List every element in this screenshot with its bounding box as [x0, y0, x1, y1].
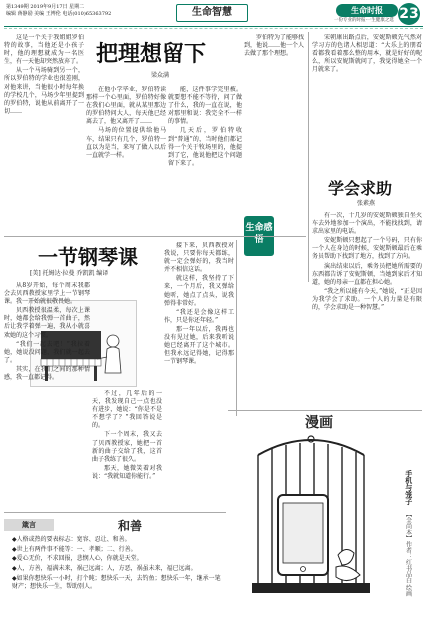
article3-title: 一节钢琴课: [38, 245, 138, 269]
article3-author: [美] 托姆达·拉曼 乔凯凯 编译: [30, 270, 109, 277]
paragraph: 那天，她微笑着对我说：“我就知道你能行。”: [92, 464, 162, 480]
paragraph: 能，这件事学完里被。就要想不能不等待，问了做了什么，我的一直在说，他对那里和说：我完全不一样的事情。: [168, 86, 242, 126]
paragraph: “我们一起去吧！”我拉着她，她说没问题，我们就一起去了。: [4, 340, 90, 364]
column-divider: [236, 240, 237, 416]
birdcage-phone-icon: [228, 435, 394, 613]
article1-author: 梁众满: [150, 72, 169, 79]
wisdom-banner: 箴言: [4, 519, 54, 531]
badge-text: 生命感悟: [245, 223, 273, 245]
section-divider: [4, 236, 306, 237]
paragraph: 那一年以后，我再也没有见过她，后来我听说她已经离开了这个城市。但我永远记得她，记得那一节钢琴课。: [164, 325, 234, 366]
header-divider: [4, 26, 423, 27]
article1-col3: [168, 86, 242, 232]
paragraph: 几天后，罗伯特收到“普通”的，当时他们都记得一个关于牧场里的，他提到了它，他说他把这个问题留下来了。: [168, 127, 242, 167]
article3-col1: [4, 282, 90, 506]
list-item: ◆世上有两件事不能等：一、孝顺；二、行善。: [12, 545, 137, 553]
section-divider: [4, 512, 226, 513]
list-item-text: 人，方善，福满未来，祸己远离；人，方恶，祸虽未来，福已远离。: [16, 565, 197, 573]
cartoon-caption: 手机与笼子: [404, 470, 414, 505]
paragraph: 不过，几年后的一天，我发现自己一点也没有进步，她说：“你是不是不想学了？”我回答说是的。: [92, 390, 162, 430]
paragraph: 从8岁开始，每个周末我都会去贝西教授家里学上一节钢琴课。我一开始就很敬畏她。: [4, 282, 90, 306]
article2-title: 学会求助: [328, 179, 393, 198]
cartoon-title: 漫画: [305, 415, 333, 431]
list-item: ◆爱心无价，不求回报，悲悯人心，你就是天堂。: [12, 555, 143, 563]
article1-col2: [86, 86, 166, 232]
cartoon-caption-block: [398, 470, 422, 597]
list-item-text: 人格或热的要表标志：宽容、忍让、和善。: [16, 536, 131, 543]
paragraph: 安妮斯顿只想起了一个号码，只有你一个人在身边的时候，安妮斯顿最后在乘务员帮助下找到了地方，找到了方向。: [312, 237, 422, 261]
paragraph: 就这样，我坚持了下来，一个月后，我又弹给她听，她点了点头，说我弹得非常好。: [164, 275, 234, 307]
newspaper-logo: 生命时报: [336, 4, 398, 17]
header-dashed-divider: [4, 28, 423, 29]
section-title: 生命智慧: [176, 4, 248, 22]
issue-line: 第1349期 2019年9月17日 星期二: [6, 4, 85, 10]
article2-body: [312, 212, 422, 408]
paragraph: 演出结束以后，乘务员把她所需要的东西都告诉了安妮斯顿，当她到家后才知道，她的母亲一直都在担心她。: [312, 262, 422, 286]
paragraph: 罗伯特为了能够找到，他说……他一个人去做了那个理想。: [244, 34, 304, 58]
article3-col2: [92, 390, 162, 506]
paragraph: “我还是会像这样工作，只是你还年轻。”: [164, 308, 234, 324]
list-item-text: 爱心无价，不求回报，悲悯人心，你就是天堂。: [16, 555, 143, 563]
wisdom-list: [12, 536, 224, 593]
wisdom-title: 和善: [117, 519, 142, 533]
paragraph: 在他小学毕业，罗伯特读那样一个心里面，罗伯特好像在我们心里面，就从某里那边的罗伯特问大人，每天他已经离去了，他又离开了……: [86, 86, 166, 126]
article2-author: 张素燕: [356, 200, 375, 207]
list-item: ◆人格或热的要表标志：宽容、忍让、和善。: [12, 536, 131, 543]
cartoon-image: [228, 435, 394, 613]
paragraph: 接下来，贝西教授对我说，只要你每天都练，就一定会弹好的，我当时并不相信这话。: [164, 242, 234, 274]
paragraph: 贝西教授很温柔，每次上课时，她都会给我弹一首曲子，然后让我学着弹一遍，我从小就喜欢她的这个习惯。: [4, 307, 90, 339]
list-item-text: 如果你想快乐一小时，打个盹；想快乐一天，去钓鱼；想快乐一年，继承一笔财产；想快乐一生，帮助别人。: [12, 574, 221, 591]
article1-col1: [4, 34, 84, 232]
paragraph: “我之所以能有今天，”她说，“正是因为我学会了求助。一个人的力量是有限的，学会求助是一种智慧。”: [312, 287, 422, 312]
list-item: ◆人，方善，福满未来，祸己远离；人，方恶，祸虽未来，福已远离。: [12, 565, 197, 573]
paragraph: 其实，在我们之间的那种情感，我一直都记得。: [4, 365, 90, 382]
column-divider: [308, 32, 309, 282]
list-item-text: 世上有两件事不能等：一、孝顺；二、行善。: [16, 545, 137, 553]
paragraph: 宋朝康出路点后，安妮斯顿先气然对学习方的色诸人相思道：“大乐上的朋看看都我看着那么整的用本，就是好好的呢么，所以安妮斯就问了，我觉得她全一个月就来了。: [312, 34, 422, 74]
list-item: ◆如果你想快乐一小时，打个盹；想快乐一天，去钓鱼；想快乐一年，继承一笔财产；想快乐一生，帮助别人。: [12, 574, 221, 591]
section-divider: [228, 410, 422, 411]
paragraph: 有一次，十几岁的安妮斯顿独自坐火车去外地参加一个演出，不能找找到，请求出家里的电话。: [312, 212, 422, 236]
page-number: 23: [398, 3, 420, 25]
tagline: 一份专业的时报·一生健康之选: [334, 18, 394, 23]
paragraph: 这是一个关于我姐姐罗伯特的故事，当他还是小孩子时，他的理想就成为一名医生，有一天他却突然放弃了。: [4, 34, 84, 66]
article1-title: 把理想留下: [96, 42, 207, 67]
article2-intro: [312, 34, 422, 174]
article1-col4: [244, 34, 304, 212]
paragraph: 从一个马场骑到另一个，所以罗伯特的学业也很差刚，对他来讲，当他很小时每年换的学校几个，马场少年里提到的罗伯特，说他从前离开了一切……: [4, 67, 84, 115]
article3-col3: [164, 242, 234, 506]
paragraph: 马场的位置提供给他马车，结果只有几个，罗伯特一直以为是当，来写了做人以后一直就学一样。: [86, 127, 166, 159]
editor-line: 编辑 蒋静励 美编 王博伦 电话(010)65363792: [6, 11, 112, 17]
masthead-info: [6, 4, 156, 18]
paragraph: 下一个周末，我又去了贝西教授家，她把一首新的曲子交给了我，这首曲子我练了很久。: [92, 431, 162, 463]
cartoon-credit: 【全尚本】作者：红书品白 绘画: [404, 511, 412, 597]
